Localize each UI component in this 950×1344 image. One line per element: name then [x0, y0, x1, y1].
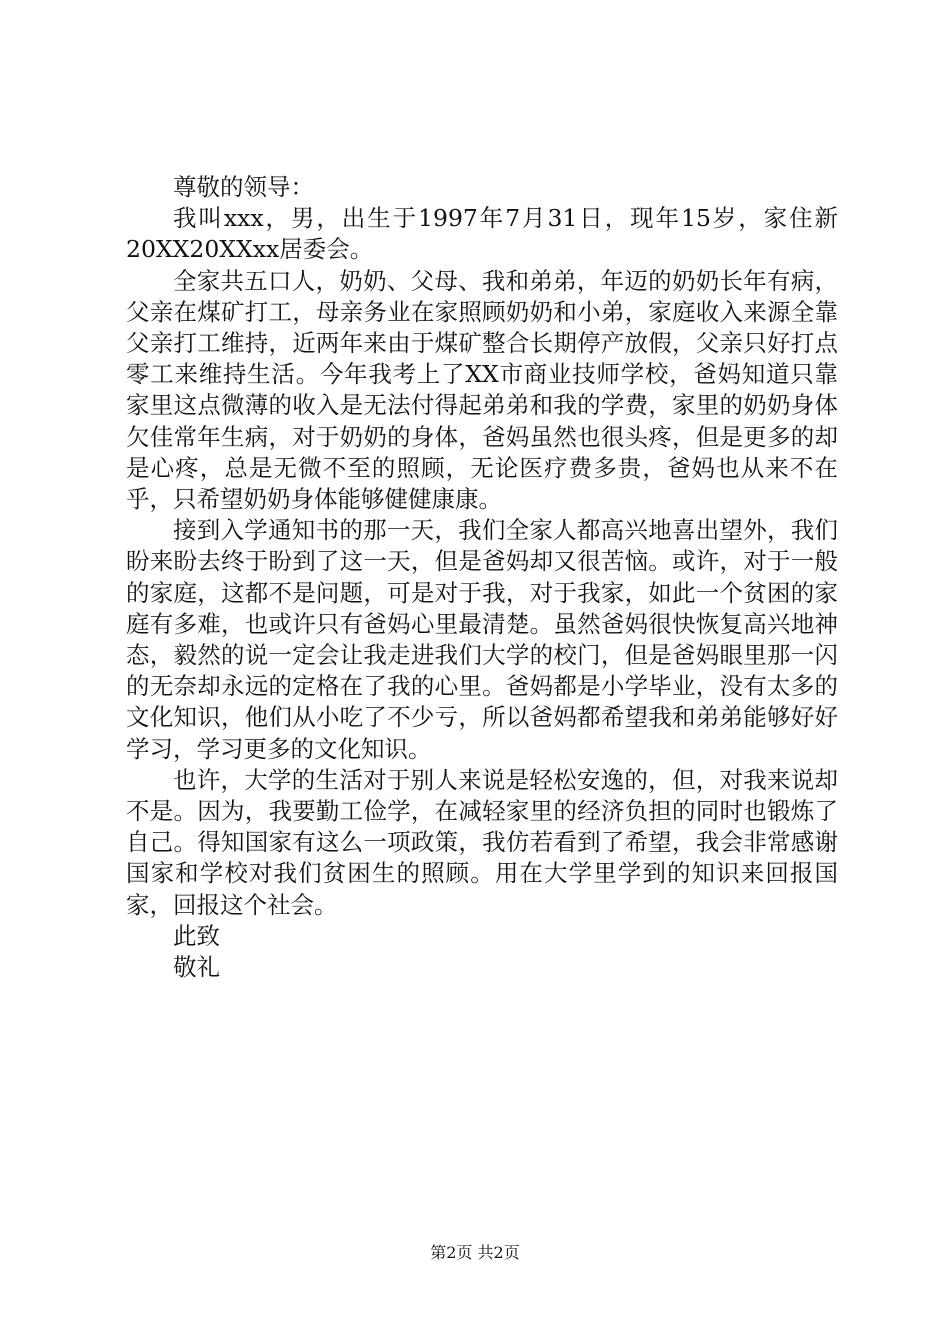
salutation: 尊敬的领导： [173, 173, 314, 201]
closing-jingli: 敬礼 [173, 953, 220, 982]
page-number-footer: 第2页 共2页 [430, 1243, 520, 1262]
paragraph-family: 全家共五口人，奶奶、父母、我和弟弟，年迈的奶奶长年有病，父亲在煤矿打工，母亲务业在家照顾奶奶和小弟，家庭收入来源全靠父亲打工维持，近两年来由于煤矿整合长期停产放假，父亲只好打点零工来维持生活。今年我考上了XX市商业技师学校，爸妈知道只靠家里这点微薄的收入是无法付得起弟弟和我的学费，家里的奶奶身体欠佳常年生病，对于奶奶的身体，爸妈虽然也很头疼，但是更多的却是心疼，总是无微不至的照顾，无论医疗费多贵，爸妈也从来不在乎，只希望奶奶身体能够健健康康。 [126, 266, 838, 514]
letter-body [126, 172, 838, 983]
closing-cizhi: 此致 [173, 921, 220, 950]
paragraph-hope: 也许，大学的生活对于别人来说是轻松安逸的，但，对我来说却不是。因为，我要勤工俭学，在减轻家里的经济负担的同时也锻炼了自己。得知国家有这么一项政策，我仿若看到了希望，我会非常感谢国家和学校对我们贫困生的照顾。用在大学里学到的知识来回报国家，回报这个社会。 [126, 765, 838, 919]
paragraph-admission: 接到入学通知书的那一天，我们全家人都高兴地喜出望外，我们盼来盼去终于盼到了这一天，但是爸妈却又很苦恼。或许，对于一般的家庭，这都不是问题，可是对于我，对于我家，如此一个贫困的家庭有多难，也或许只有爸妈心里最清楚。虽然爸妈很快恢复高兴地神态，毅然的说一定会让我走进我们大学的校门，但是爸妈眼里那一闪的无奈却永远的定格在了我的心里。爸妈都是小学毕业，没有太多的文化知识，他们从小吃了不少亏，所以爸妈都希望我和弟弟能够好好学习，学习更多的文化知识。 [126, 516, 838, 763]
paragraph-intro: 我叫xxx，男，出生于1997年7月31日，现年15岁，家住新20XX20XXxx居委会。 [126, 204, 838, 264]
